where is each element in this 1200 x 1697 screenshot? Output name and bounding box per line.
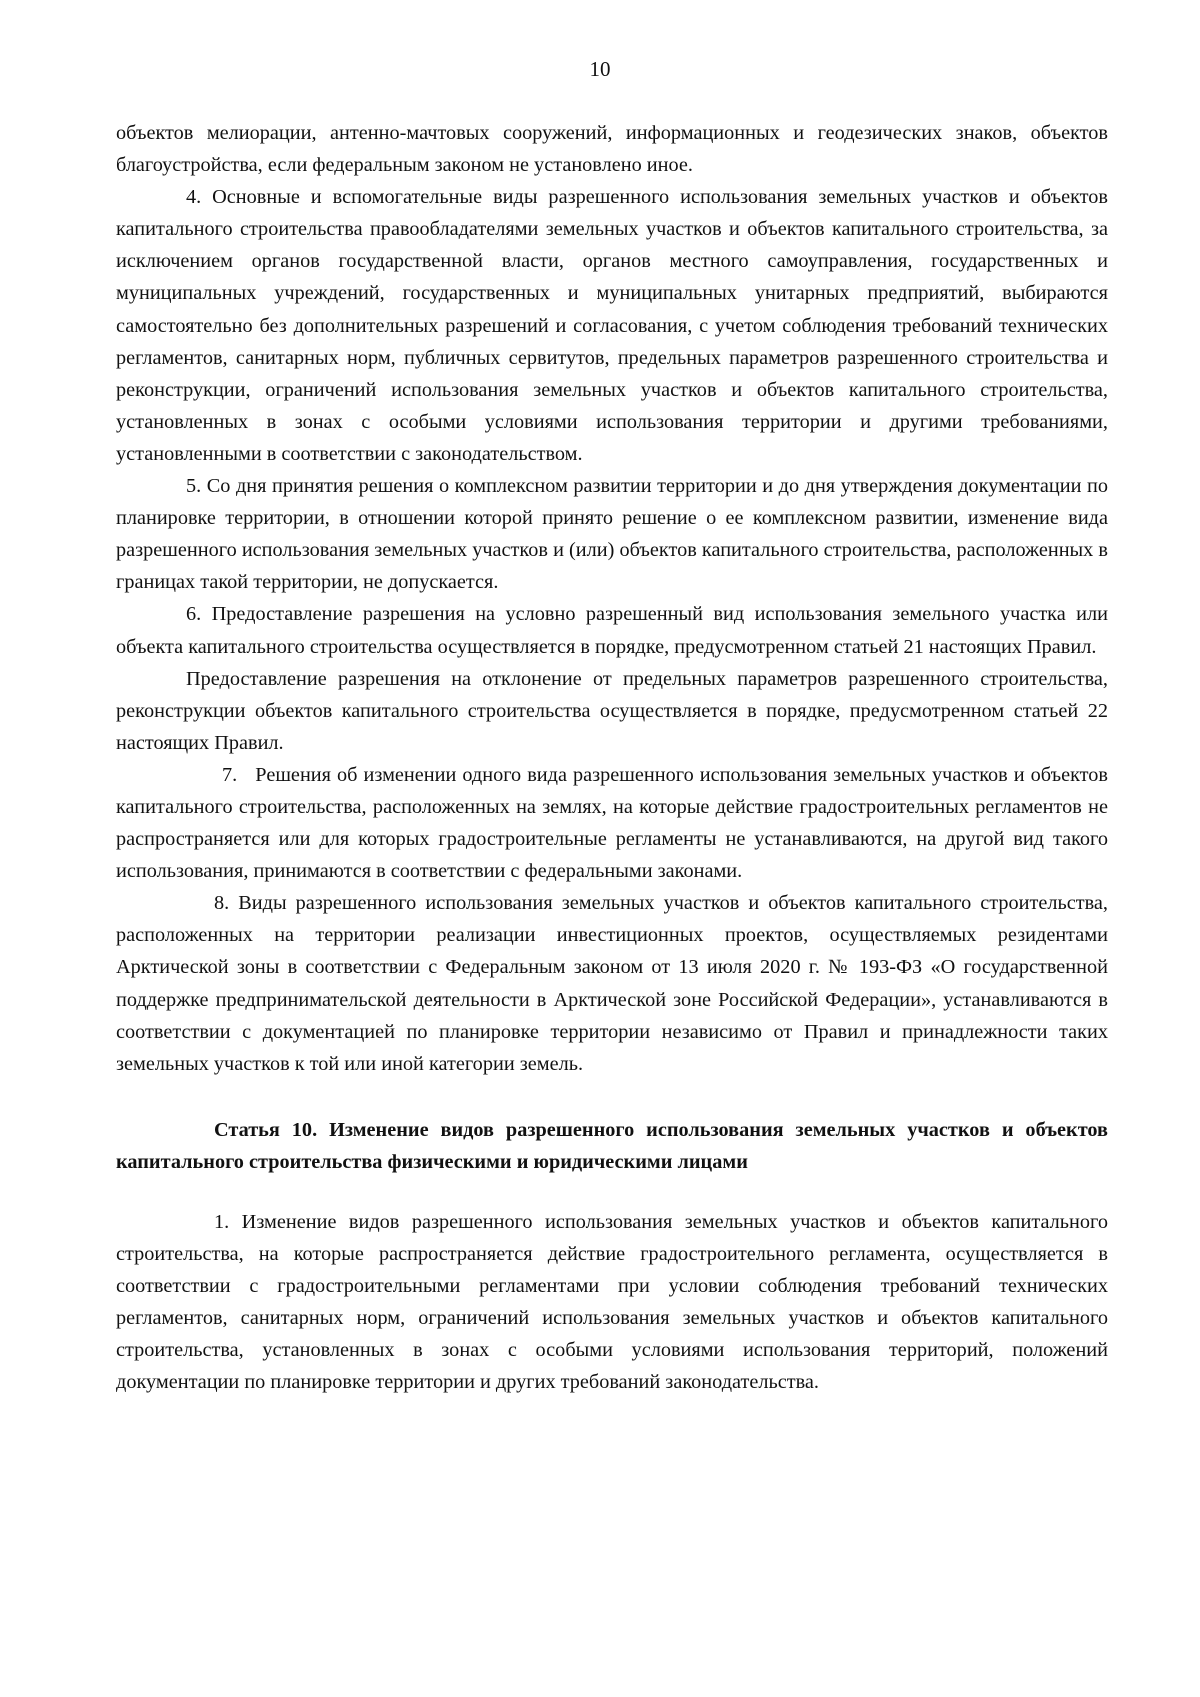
paragraph-item-8: 8. Виды разрешенного использования земельных участков и объектов капитального строительства, расположенных на территории реализации инвестиционных проектов, осуществляемых резидентами Арктической зоны в соответствии с Федеральным законом от 13 июля 2020 г. № 193-ФЗ «О государственной поддержке предпринимательской деятельности в Арктической зоне Российской Федерации», устанавливаются в соответствии с документацией по планировке территории независимо от Правил и принадлежности таких земельных участков к той или иной категории земель. xyxy=(116,892,1108,1075)
paragraph-item-6-continued: Предоставление разрешения на отклонение от предельных параметров разрешенного строительства, реконструкции объектов капитального строительства осуществляется в порядке, предусмотренном статьей 22 настоящих Правил. xyxy=(116,667,1108,754)
paragraph-continuation: объектов мелиорации, антенно-мачтовых сооружений, информационных и геодезических знаков, объектов благоустройства, если федеральным законом не установлено иное. xyxy=(116,122,1108,177)
article-paragraph-1: 1. Изменение видов разрешенного использования земельных участков и объектов капитального строительства, на которые распространяется действие градостроительного регламента, осуществляется в соответствии с градостроительными регламентами при условии соблюдения требований технических регламентов, санитарных норм, ограничений использования земельных участков и объектов капитального строительства, установленных в зонах с особыми условиями использования территорий, положений документации по планировке территории и других требований законодательства. xyxy=(116,1211,1108,1394)
document-body xyxy=(116,117,1114,1399)
paragraph-item-4: 4. Основные и вспомогательные виды разрешенного использования земельных участков и объектов капитального строительства правообладателями земельных участков и объектов капитального строительства, за исключением органов государственной власти, органов местного самоуправления, государственных и муниципальных учреждений, государственных и муниципальных унитарных предприятий, выбираются самостоятельно без дополнительных разрешений и согласования, с учетом соблюдения требований технических регламентов, санитарных норм, публичных сервитутов, предельных параметров разрешенного строительства и реконструкции, ограничений использования земельных участков и объектов капитального строительства, установленных в зонах с особыми условиями использования территории и другими требованиями, установленными в соответствии с законодательством. xyxy=(116,186,1108,465)
paragraph-item-6: 6. Предоставление разрешения на условно разрешенный вид использования земельного участка или объекта капитального строительства осуществляется в порядке, предусмотренном статьей 21 настоящих Правил. xyxy=(116,603,1108,658)
paragraph-item-7: 7. Решения об изменении одного вида разрешенного использования земельных участков и объектов капитального строительства, расположенных на землях, на которые действие градостроительных регламентов не распространяется или для которых градостроительные регламенты не устанавливаются, на другой вид такого использования, принимаются в соответствии с федеральными законами. xyxy=(116,763,1114,883)
article-heading: Статья 10. Изменение видов разрешенного использования земельных участков и объектов капитального строительства физическими и юридическими лицами xyxy=(116,1118,1108,1173)
page-number: 10 xyxy=(589,57,611,81)
paragraph-item-5: 5. Со дня принятия решения о комплексном развитии территории и до дня утверждения документации по планировке территории, в отношении которой принято решение о ее комплексном развитии, изменение вида разрешенного использования земельных участков и (или) объектов капитального строительства, расположенных в границах такой территории, не допускается. xyxy=(116,475,1108,594)
